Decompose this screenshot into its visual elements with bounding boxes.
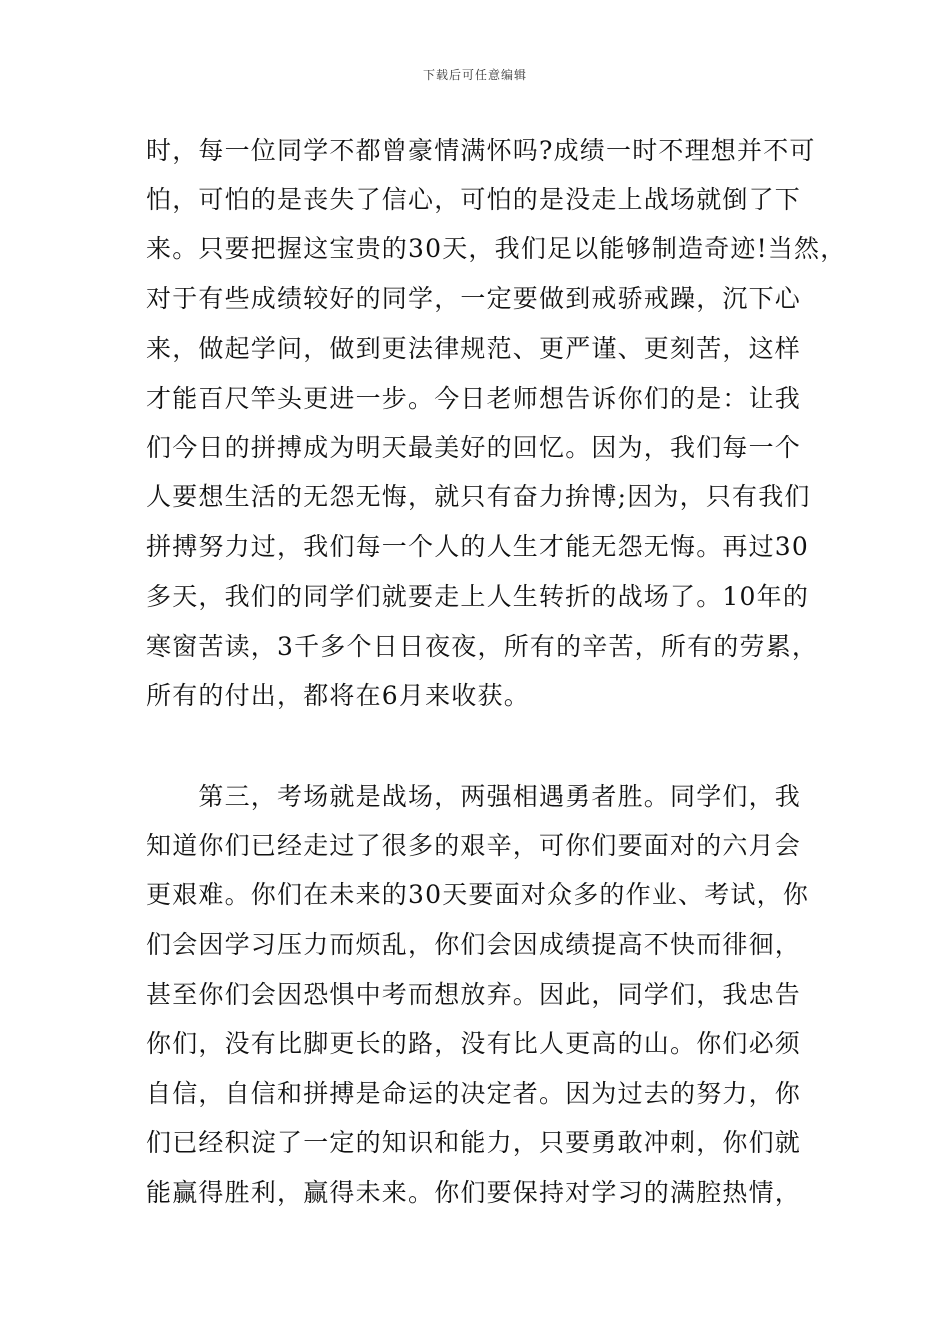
text-line: 第三，考场就是战场，两强相遇勇者胜。同学们，我	[146, 782, 802, 811]
text-line: 甚至你们会因恐惧中考而想放弃。因此，同学们，我忠告	[146, 980, 802, 1009]
text-line: 多天，我们的同学们就要走上人生转折的战场了。10年的	[146, 582, 810, 611]
text-line: 来，做起学问，做到更法律规范、更严谨、更刻苦，这样	[146, 334, 802, 363]
text-line: 能赢得胜利，赢得未来。你们要保持对学习的满腔热情，	[146, 1178, 802, 1207]
text-line: 们已经积淀了一定的知识和能力，只要勇敢冲刺，你们就	[146, 1128, 802, 1157]
page-header: 下载后可任意编辑	[422, 68, 527, 82]
text-line: 人要想生活的无怨无悔，就只有奋力拚博;因为，只有我们	[146, 482, 811, 511]
text-line: 拼搏努力过，我们每一个人的人生才能无怨无悔。再过30	[146, 532, 810, 561]
text-line: 自信，自信和拼搏是命运的决定者。因为过去的努力，你	[146, 1079, 802, 1108]
text-line: 寒窗苦读，3千多个日日夜夜，所有的辛苦，所有的劳累，	[146, 632, 819, 661]
text-line: 才能百尺竿头更进一步。今日老师想告诉你们的是：让我	[146, 384, 802, 413]
text-line: 们今日的拼搏成为明天最美好的回忆。因为，我们每一个	[146, 433, 802, 462]
text-line: 知道你们已经走过了很多的艰辛，可你们要面对的六月会	[146, 831, 802, 860]
text-line: 来。只要把握这宝贵的30天，我们足以能够制造奇迹!当然，	[146, 234, 847, 263]
text-line: 所有的付出，都将在6月来收获。	[146, 681, 530, 710]
text-line: 对于有些成绩较好的同学，一定要做到戒骄戒躁，沉下心	[146, 284, 802, 313]
text-line: 怕，可怕的是丧失了信心，可怕的是没走上战场就倒了下	[146, 185, 802, 214]
text-line: 更艰难。你们在未来的30天要面对众多的作业、考试，你	[146, 880, 810, 909]
text-line: 你们，没有比脚更长的路，没有比人更高的山。你们必须	[146, 1029, 802, 1058]
text-line: 时，每一位同学不都曾豪情满怀吗?成绩一时不理想并不可	[146, 136, 816, 165]
text-line: 们会因学习压力而烦乱，你们会因成绩提高不快而徘徊，	[146, 930, 802, 959]
